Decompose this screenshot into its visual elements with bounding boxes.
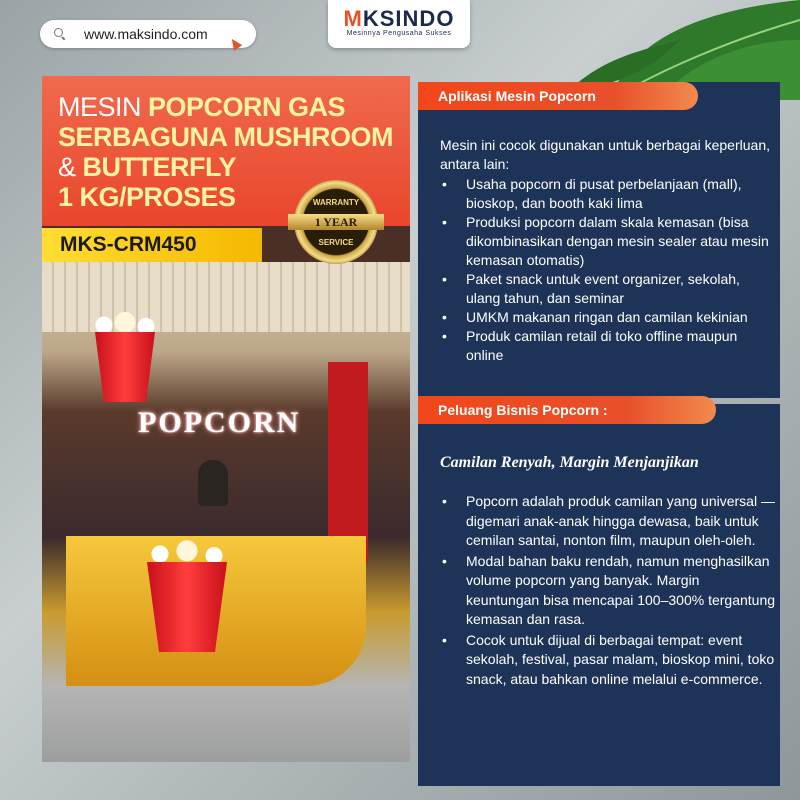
product-title: MESIN POPCORN GAS SERBAGUNA MUSHROOM & BUTTERFLY 1 KG/PROSES (58, 92, 393, 212)
search-icon (54, 28, 66, 40)
list-item: • UMKM makanan ringan dan camilan kekinian (440, 308, 776, 327)
list-item: • Paket snack untuk event organizer, sekolah, ulang tahun, dan seminar (440, 270, 776, 308)
section1-intro: Mesin ini cocok digunakan untuk berbagai keperluan, antara lain: (440, 137, 770, 172)
list-item: • Produksi popcorn dalam skala kemasan (bisa dikombinasikan dengan mesin sealer atau mesin kemasan otomatis) (440, 213, 776, 270)
section2-header: Peluang Bisnis Popcorn : (418, 396, 716, 424)
maksindo-logo (328, 0, 470, 48)
red-column (328, 362, 368, 562)
logo-tagline: Mesinnya Pengusaha Sukses (346, 30, 452, 37)
website-url[interactable]: www.maksindo.com (84, 26, 208, 42)
store-sign: POPCORN (138, 406, 301, 439)
section2-subtitle: Camilan Renyah, Margin Menjanjikan (440, 454, 699, 471)
warranty-badge (294, 180, 378, 264)
popcorn-bucket-icon (142, 538, 232, 652)
badge-bottom: SERVICE (318, 238, 354, 247)
store-photo (42, 262, 410, 762)
product-banner (42, 76, 410, 762)
badge-top: WARRANTY (312, 198, 360, 207)
url-bar[interactable] (40, 20, 256, 48)
list-item: • Cocok untuk dijual di berbagai tempat: event sekolah, festival, pasar malam, bioskop mini, toko snack, atau bahkan online melalui e-commerce. (440, 631, 776, 690)
logo-wordmark: MKSINDO (343, 6, 455, 31)
section2-list (440, 492, 776, 689)
list-item: • Popcorn adalah produk camilan yang universal — digemari anak-anak hingga dewasa, baik untuk cemilan santai, nonton film, maupun oleh-oleh. (440, 492, 776, 551)
section1-header: Aplikasi Mesin Popcorn (418, 82, 698, 110)
list-item: • Usaha popcorn di pusat perbelanjaan (mall), bioskop, dan booth kaki lima (440, 175, 776, 213)
section1-list (440, 175, 776, 365)
badge-middle: 1 YEAR (288, 214, 384, 230)
popcorn-bucket-icon (90, 312, 160, 402)
list-item: • Modal bahan baku rendah, namun menghasilkan volume popcorn yang banyak. Margin keuntungan bisa mencapai 100–300% tergantung kemasan dan rasa. (440, 552, 776, 630)
staff-person (198, 460, 228, 506)
list-item: • Produk camilan retail di toko offline maupun online (440, 327, 776, 365)
model-number: MKS-CRM450 (60, 233, 197, 256)
